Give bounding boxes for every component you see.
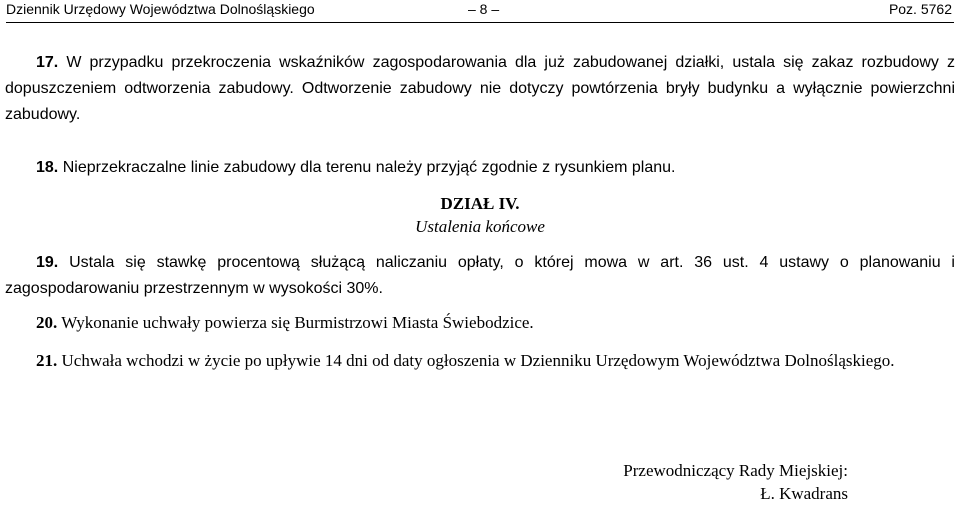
paragraph-number: 18. — [36, 159, 59, 176]
paragraph-number: 20. — [36, 313, 58, 332]
position-number: Poz. 5762 — [888, 1, 952, 17]
page-header — [6, 0, 954, 23]
paragraph-number: 21. — [36, 351, 58, 370]
signature-name: Ł. Kwadrans — [760, 484, 848, 503]
page-number: – 8 – — [468, 1, 500, 17]
paragraph-text: Nieprzekraczalne linie zabudowy dla terenu należy przyjąć zgodnie z rysunkiem planu. — [62, 159, 676, 176]
section-title: DZIAŁ IV. — [440, 194, 520, 213]
paragraph-text: Uchwała wchodzi w życie po upływie 14 dni od daty ogłoszenia w Dzienniku Urzędowym Województwa Dolnośląskiego. — [61, 351, 895, 370]
paragraph-19 — [5, 250, 955, 302]
paragraph-20 — [5, 310, 955, 336]
paragraph-21 — [5, 348, 955, 374]
paragraph-number: 19. — [36, 254, 59, 271]
section-subtitle: Ustalenia końcowe — [415, 217, 545, 236]
paragraph-number: 17. — [36, 54, 59, 71]
paragraph-text: Ustala się stawkę procentową służącą naliczaniu opłaty, o której mowa w art. 36 ust. 4 ustawy o planowaniu i zagospodarowaniu przestrzennym w wysokości 30%. — [5, 254, 955, 297]
paragraph-text: Wykonanie uchwały powierza się Burmistrzowi Miasta Świebodzice. — [61, 313, 534, 332]
signature-role: Przewodniczący Rady Miejskiej: — [623, 461, 848, 480]
paragraph-18 — [5, 155, 955, 181]
paragraph-text: W przypadku przekroczenia wskaźników zagospodarowania dla już zabudowanej działki, ustala się zakaz rozbudowy z dopuszczeniem odtworzenia zabudowy. Odtworzenie zabudowy nie dotyczy powtórzenia bryły budynku a wyłącznie powierzchni zabudowy. — [5, 54, 955, 123]
journal-title: Dziennik Urzędowy Województwa Dolnośląskiego — [6, 1, 315, 17]
paragraph-17 — [5, 50, 955, 128]
